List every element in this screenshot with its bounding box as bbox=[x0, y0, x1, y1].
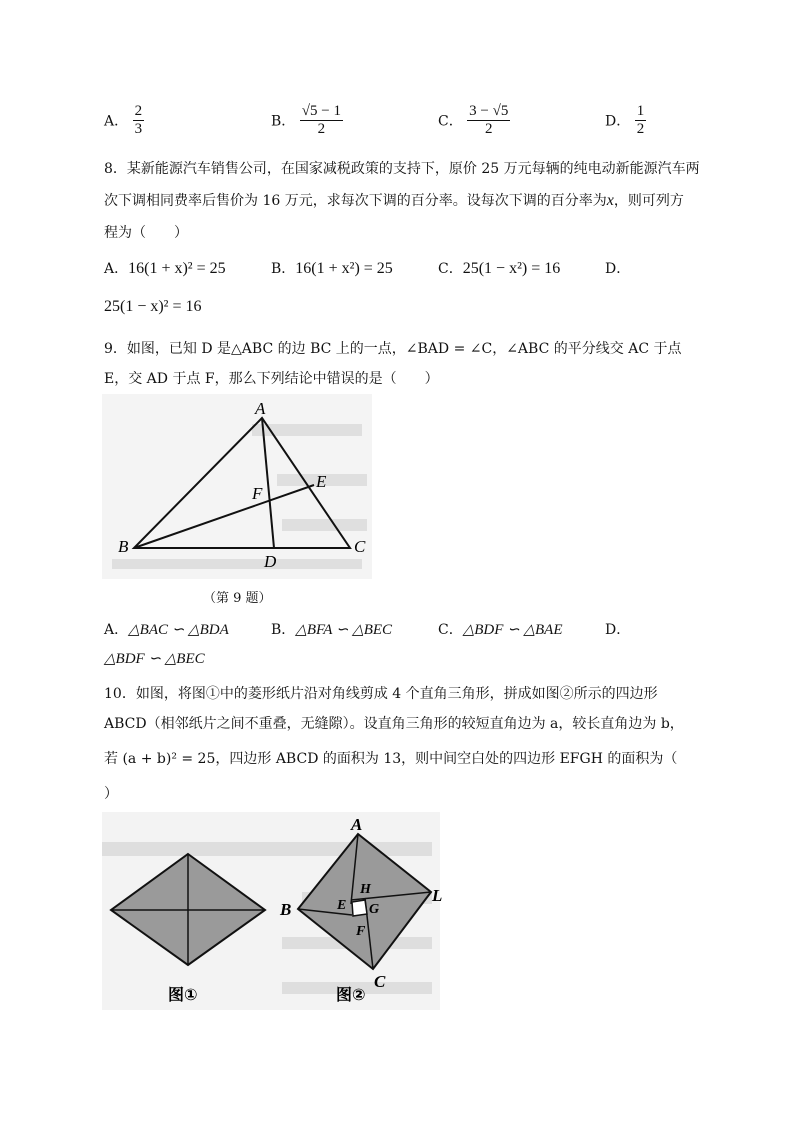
q8-option-c bbox=[438, 258, 560, 278]
q10-label-g: G bbox=[369, 902, 380, 917]
q7-option-b-label: B． bbox=[271, 113, 296, 130]
q9-option-b bbox=[271, 619, 392, 639]
q10-label-e: E bbox=[337, 898, 347, 913]
q9-figure-bleed-4 bbox=[112, 559, 362, 569]
q7-option-b bbox=[271, 103, 343, 138]
q7-option-b-denominator: 2 bbox=[317, 121, 326, 137]
q7-option-b-fraction bbox=[300, 103, 343, 138]
q8-option-b bbox=[271, 258, 393, 278]
q10-center-square-efgh bbox=[352, 900, 367, 916]
q8-line-2-text: 次下调相同费率后售价为 16 万元，求每次下调的百分率。设每次下调的百分率为 bbox=[104, 193, 607, 209]
q10-label-h: H bbox=[360, 882, 371, 897]
q7-option-c-numerator: 3 − √5 bbox=[469, 103, 509, 119]
q7-option-c-label: C． bbox=[438, 113, 463, 130]
q8-variable-x: x bbox=[606, 192, 614, 209]
q8-option-c-label: C． bbox=[438, 261, 463, 277]
q7-option-d-fraction bbox=[635, 103, 647, 138]
q10-line-3: 若 (a + b)² = 25，四边形 ABCD 的面积为 13，则中间空白处的四边形 EFGH 的面积为（ bbox=[104, 751, 678, 767]
q8-option-a-label: A． bbox=[104, 261, 129, 277]
q9-triangle-figure bbox=[102, 394, 372, 579]
q7-option-d-denominator: 2 bbox=[636, 121, 645, 137]
q9-figure-caption: （第 9 题） bbox=[203, 591, 272, 606]
q10-line-1: 10．如图，将图①中的菱形纸片沿对角线剪成 4 个直角三角形，拼成如图②所示的四边形 bbox=[104, 686, 658, 702]
q8-option-a-equation: 16(1 + x)² = 25 bbox=[128, 260, 226, 277]
q8-option-c-equation: 25(1 − x²) = 16 bbox=[462, 260, 561, 277]
q9-option-a-label: A． bbox=[104, 622, 129, 638]
q9-option-d-text: △BDF ∽ △BEC bbox=[104, 651, 205, 667]
q10-label-a: A bbox=[351, 815, 363, 834]
q7-option-d bbox=[605, 103, 646, 138]
q9-option-c-label: C． bbox=[438, 622, 463, 638]
q9-figure-bleed-3 bbox=[282, 519, 367, 531]
q8-option-d-equation: 25(1 − x)² = 16 bbox=[104, 298, 202, 315]
q9-option-c bbox=[438, 619, 563, 639]
q7-option-a-label: A． bbox=[104, 113, 129, 130]
q9-option-c-text: △BDF ∽ △BAE bbox=[462, 622, 563, 638]
q10-label-c: C bbox=[374, 972, 386, 991]
q7-option-d-numerator: 1 bbox=[636, 103, 645, 119]
q9-figure-background bbox=[102, 394, 372, 579]
q7-option-a-fraction bbox=[133, 103, 145, 138]
q10-fig1-caption: 图① bbox=[168, 985, 198, 1004]
q10-label-f: F bbox=[356, 924, 366, 939]
q9-option-a bbox=[104, 619, 229, 639]
q9-label-d: D bbox=[264, 552, 277, 571]
q9-line-1: 9．如图，已知 D 是△ABC 的边 BC 上的一点，∠BAD = ∠C，∠ABC 的平分线交 AC 于点 bbox=[104, 341, 682, 357]
q9-option-a-text: △BAC ∽ △BDA bbox=[128, 622, 229, 638]
q9-line-2: E，交 AD 于点 F，那么下列结论中错误的是（ ） bbox=[104, 371, 439, 387]
q7-option-c-fraction bbox=[467, 103, 510, 138]
q7-option-a-numerator: 2 bbox=[134, 103, 143, 119]
q7-option-a bbox=[104, 103, 144, 138]
q9-figure-bleed-1 bbox=[252, 424, 362, 436]
q8-option-d-label: D． bbox=[605, 261, 631, 277]
q7-option-b-numerator: √5 − 1 bbox=[301, 103, 341, 119]
q9-option-b-text: △BFA ∽ △BEC bbox=[295, 622, 393, 638]
q10-label-l: L bbox=[432, 886, 443, 905]
q10-figure bbox=[102, 812, 443, 1010]
q8-option-a bbox=[104, 258, 226, 278]
q9-option-d-label: D． bbox=[605, 622, 631, 638]
q10-label-b: B bbox=[280, 900, 292, 919]
q8-option-b-label: B． bbox=[271, 261, 296, 277]
q8-line-2-end: ，则可列方 bbox=[613, 193, 684, 209]
q8-line-1: 8．某新能源汽车销售公司，在国家减税政策的支持下，原价 25 万元每辆的纯电动新能源汽车两 bbox=[104, 161, 700, 177]
q7-option-c bbox=[438, 103, 510, 138]
q7-option-c-denominator: 2 bbox=[485, 121, 493, 137]
q9-label-a: A bbox=[255, 399, 266, 418]
q7-option-d-label: D． bbox=[605, 113, 631, 130]
q8-line-2 bbox=[104, 190, 684, 210]
q9-label-f: F bbox=[252, 484, 263, 503]
q10-line-2: ABCD（相邻纸片之间不重叠，无缝隙）。设直角三角形的较短直角边为 a，较长直角边为 b， bbox=[104, 716, 684, 732]
q10-line-4: ） bbox=[104, 786, 118, 802]
q9-label-e: E bbox=[316, 472, 327, 491]
q9-label-c: C bbox=[354, 537, 366, 556]
q9-option-b-label: B． bbox=[271, 622, 296, 638]
q9-label-b: B bbox=[118, 537, 129, 556]
q8-option-b-equation: 16(1 + x²) = 25 bbox=[295, 260, 393, 277]
q7-option-a-denominator: 3 bbox=[134, 121, 143, 137]
q8-line-3: 程为（ ） bbox=[104, 225, 188, 241]
q10-fig2-caption: 图② bbox=[336, 985, 366, 1004]
